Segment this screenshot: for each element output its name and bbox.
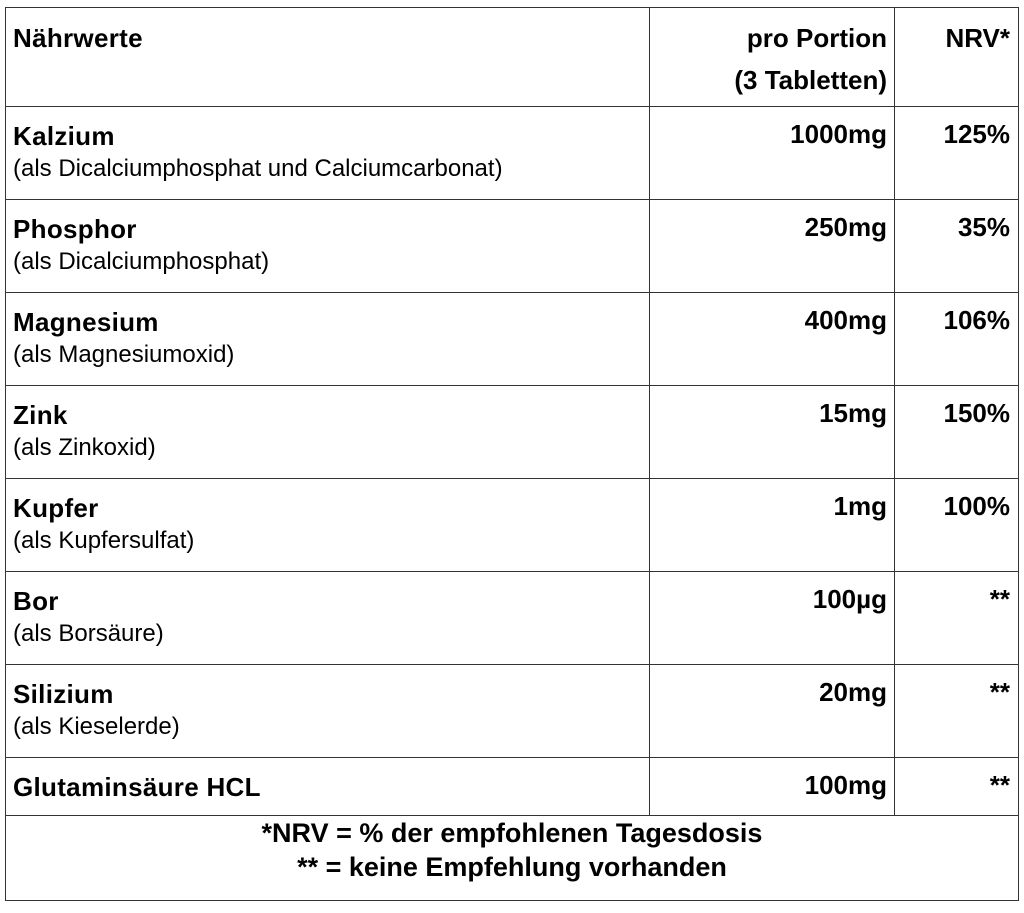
nutrient-amount: 15mg bbox=[819, 398, 887, 428]
header-per-portion: pro Portion bbox=[746, 23, 887, 53]
footnote-no-recommendation: ** = keine Empfehlung vorhanden bbox=[297, 852, 727, 882]
nutrient-cell bbox=[6, 200, 650, 293]
amount-cell bbox=[650, 200, 895, 293]
nutrient-name: Magnesium bbox=[13, 307, 159, 337]
nutrient-amount: 1mg bbox=[833, 491, 887, 521]
nutrient-nrv: ** bbox=[989, 770, 1010, 800]
nutrient-source: (als Dicalciumphosphat und Calciumcarbonat) bbox=[13, 155, 503, 182]
nrv-cell bbox=[895, 107, 1019, 200]
table-header-row bbox=[6, 8, 1019, 107]
table-row bbox=[6, 386, 1019, 479]
nutrient-source: (als Kieselerde) bbox=[13, 713, 180, 740]
nutrient-source: (als Dicalciumphosphat) bbox=[13, 248, 270, 275]
nutrient-amount: 400mg bbox=[804, 305, 887, 335]
nutrient-amount: 20mg bbox=[819, 677, 887, 707]
header-cell-nutrients bbox=[6, 8, 650, 107]
amount-cell bbox=[650, 572, 895, 665]
nutrient-name: Kupfer bbox=[13, 493, 99, 523]
nutrient-cell bbox=[6, 293, 650, 386]
amount-cell bbox=[650, 665, 895, 758]
nutrient-nrv: 106% bbox=[943, 305, 1010, 335]
nutrient-nrv: 125% bbox=[943, 119, 1010, 149]
nutrient-cell bbox=[6, 107, 650, 200]
table-row bbox=[6, 293, 1019, 386]
nutrient-cell bbox=[6, 479, 650, 572]
nutrient-name: Kalzium bbox=[13, 121, 115, 151]
amount-cell bbox=[650, 107, 895, 200]
amount-cell bbox=[650, 479, 895, 572]
nutrient-nrv: ** bbox=[989, 584, 1010, 614]
nrv-cell bbox=[895, 200, 1019, 293]
nutrient-nrv: 35% bbox=[957, 212, 1010, 242]
amount-cell bbox=[650, 386, 895, 479]
footnote-cell bbox=[6, 816, 1019, 901]
nutrient-nrv: 150% bbox=[943, 398, 1010, 428]
table-row bbox=[6, 479, 1019, 572]
nrv-cell bbox=[895, 293, 1019, 386]
table-row bbox=[6, 200, 1019, 293]
nutrition-table bbox=[5, 7, 1019, 901]
nrv-cell bbox=[895, 572, 1019, 665]
nutrient-amount: 1000mg bbox=[790, 119, 887, 149]
nutrient-source: (als Kupfersulfat) bbox=[13, 527, 195, 554]
nutrient-cell bbox=[6, 572, 650, 665]
footnote-nrv: *NRV = % der empfohlenen Tagesdosis bbox=[261, 818, 763, 848]
nutrient-nrv: 100% bbox=[943, 491, 1010, 521]
table-row bbox=[6, 572, 1019, 665]
nutrient-name: Glutaminsäure HCL bbox=[13, 772, 261, 802]
nutrient-cell bbox=[6, 665, 650, 758]
nutrient-amount: 250mg bbox=[804, 212, 887, 242]
table-row bbox=[6, 758, 1019, 816]
nutrient-cell bbox=[6, 758, 650, 816]
nrv-cell bbox=[895, 665, 1019, 758]
nutrient-name: Bor bbox=[13, 586, 59, 616]
nrv-cell bbox=[895, 386, 1019, 479]
header-nrv: NRV* bbox=[945, 23, 1010, 53]
nutrient-amount: 100mg bbox=[804, 770, 887, 800]
header-nutrients: Nährwerte bbox=[13, 23, 143, 53]
nutrient-amount: 100µg bbox=[812, 584, 887, 614]
header-cell-nrv bbox=[895, 8, 1019, 107]
nutrient-cell bbox=[6, 386, 650, 479]
table-footer-row bbox=[6, 816, 1019, 901]
amount-cell bbox=[650, 293, 895, 386]
header-tablets: (3 Tabletten) bbox=[734, 65, 887, 95]
nutrient-name: Phosphor bbox=[13, 214, 137, 244]
nrv-cell bbox=[895, 479, 1019, 572]
nutrient-name: Silizium bbox=[13, 679, 114, 709]
table-row bbox=[6, 107, 1019, 200]
nutrient-nrv: ** bbox=[989, 677, 1010, 707]
nrv-cell bbox=[895, 758, 1019, 816]
header-cell-per-portion bbox=[650, 8, 895, 107]
nutrient-source: (als Zinkoxid) bbox=[13, 434, 156, 461]
amount-cell bbox=[650, 758, 895, 816]
table-row bbox=[6, 665, 1019, 758]
nutrient-source: (als Magnesiumoxid) bbox=[13, 341, 235, 368]
nutrient-source: (als Borsäure) bbox=[13, 620, 164, 647]
nutrient-name: Zink bbox=[13, 400, 68, 430]
